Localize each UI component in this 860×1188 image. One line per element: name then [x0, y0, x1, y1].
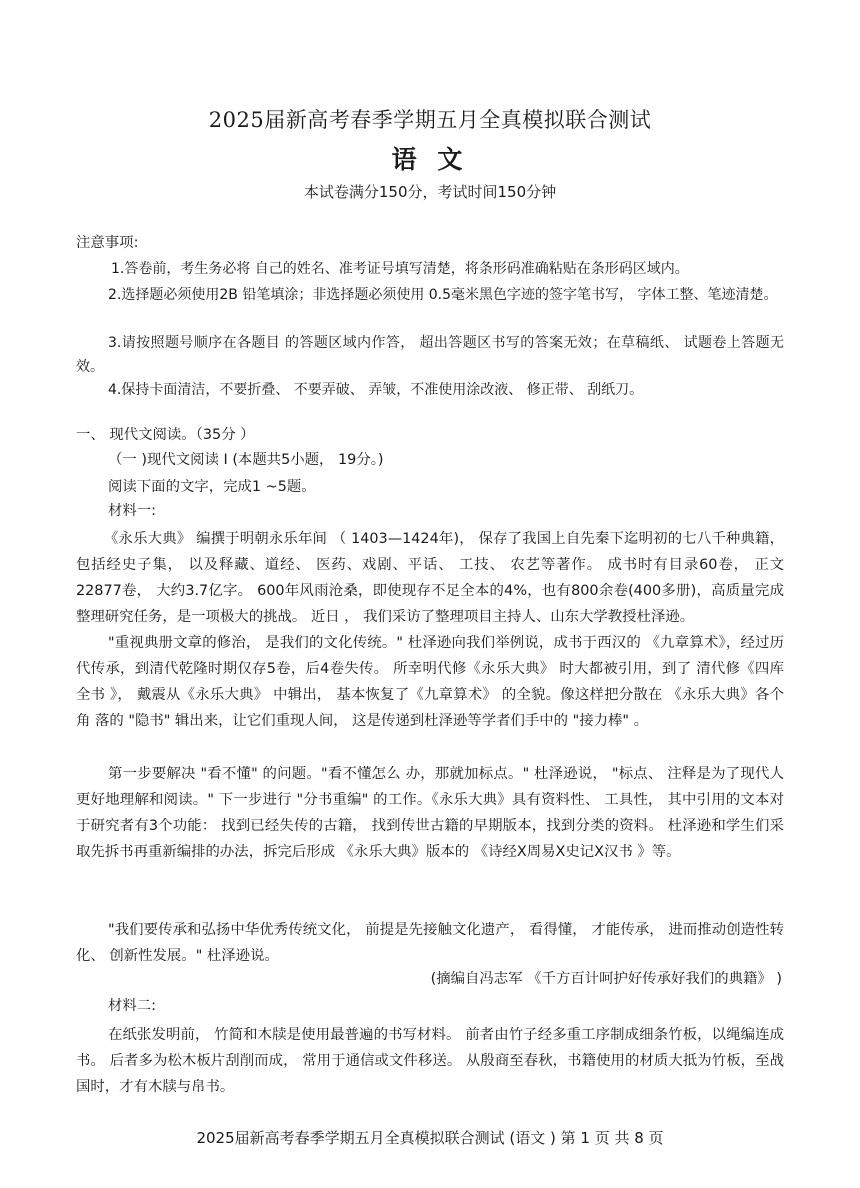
material-one-paragraph: "重视典册文章的修治， 是我们的文化传统。" 杜泽逊向我们举例说，成书于西汉的 《九章算术》，经过历代传承，到清代乾隆时期仅存5卷，后4卷失传。 所幸明代修《永乐大典》 时大都被引用，到了 清代修《四库全书 》， 戴震从《永乐大典》 中辑出， 基本恢复了《九章算术》 的全貌。像这样把分散在 《永乐大典》各个角 落的 "隐书" 辑出来，让它们重现人间， 这是传递到杜泽逊等学者们手中的 "接力棒" 。	[76, 635, 784, 729]
section-subheading: （一 )现代文阅读 Ⅰ (本题共5小题， 19分。)	[108, 452, 384, 468]
notice-item-1: 1.答卷前，考生务必将 自己的姓名、准考证号填写清楚，将条形码准确粘贴在条形码区域内。	[111, 261, 689, 277]
exam-title: 2025届新高考春季学期五月全真模拟联合测试	[208, 108, 652, 132]
subject-title: 语 文	[391, 145, 469, 174]
reading-instruction: 阅读下面的文字，完成1 ~5题。	[108, 479, 316, 495]
notice-item-3: 3.请按照题号顺序在各题目 的答题区域内作答， 超出答题区书写的答案无效；在草稿纸、 试题卷上答题无效。	[76, 335, 784, 375]
score-time-note: 本试卷满分150分，考试时间150分钟	[303, 183, 557, 201]
notice-heading: 注意事项:	[76, 235, 139, 251]
material-one-source: (摘编自冯志军 《千方百计呵护好传承好我们的典籍》 )	[430, 971, 782, 987]
material-one-paragraph: 第一步要解决 "看不懂" 的问题。"看不懂怎么 办，那就加标点。" 杜泽逊说， "标点、 注释是为了现代人更好地理解和阅读。" 下一步进行 "分书重编" 的工作。《永乐大典》具有资料性、 工具性， 其中引用的文本对于研究者有3个功能： 找到已经失传的古籍， 找到传世古籍的早期版本，找到分类的资料。 杜泽逊和学生们采取先拆书再重新编排的办法，拆完后形成 《永乐大典》版本的 《诗经X周易X史记X汉书 》等。	[76, 766, 784, 860]
material-one-paragraph: 《永乐大典》 编撰于明朝永乐年间 （ 1403—1424年)， 保存了我国上自先秦下迄明初的七八千种典籍， 包括经史子集， 以及释藏、道经、 医药、戏剧、平话、 工技、 农艺等著作。 成书时有目录60卷， 正文22877卷， 大约3.7亿字。 600年风雨沧桑，即使现存不足全本的4%，也有800余卷(400多册)，高质量完成整理研究任务，是一项极大的挑战。 近日 ， 我们采访了整理项目主持人、山东大学教授杜泽逊。	[76, 531, 784, 625]
page-footer: 2025届新高考春季学期五月全真模拟联合测试 (语文 ) 第 1 页 共 8 页	[196, 1129, 664, 1147]
notice-item-2: 2.选择题必须使用2B 铅笔填涂；非选择题必须使用 0.5毫米黑色字迹的签字笔书写， 字体工整、笔迹清楚。	[108, 287, 778, 303]
material-two-paragraph: 在纸张发明前， 竹简和木牍是使用最普遍的书写材料。 前者由竹子经多重工序制成细条竹板，以绳编连成书。 后者多为松木板片刮削而成， 常用于通信或文件移送。 从殷商至春秋，书籍使用的材质大抵为竹板，至战国时，才有木牍与帛书。	[76, 1027, 784, 1095]
material-two-label: 材料二:	[108, 998, 157, 1014]
section-heading: 一、 现代文阅读。（35分 ）	[76, 427, 255, 443]
material-one-label: 材料一:	[108, 503, 157, 519]
material-one-paragraph: "我们要传承和弘扬中华优秀传统文化， 前提是先接触文化遗产， 看得懂， 才能传承， 进而推动创造性转化、 创新性发展。" 杜泽逊说。	[76, 922, 784, 964]
notice-item-4: 4.保持卡面清洁，不要折叠、 不要弄破、 弄皱，不准使用涂改液、 修正带、 刮纸刀。	[108, 382, 644, 398]
